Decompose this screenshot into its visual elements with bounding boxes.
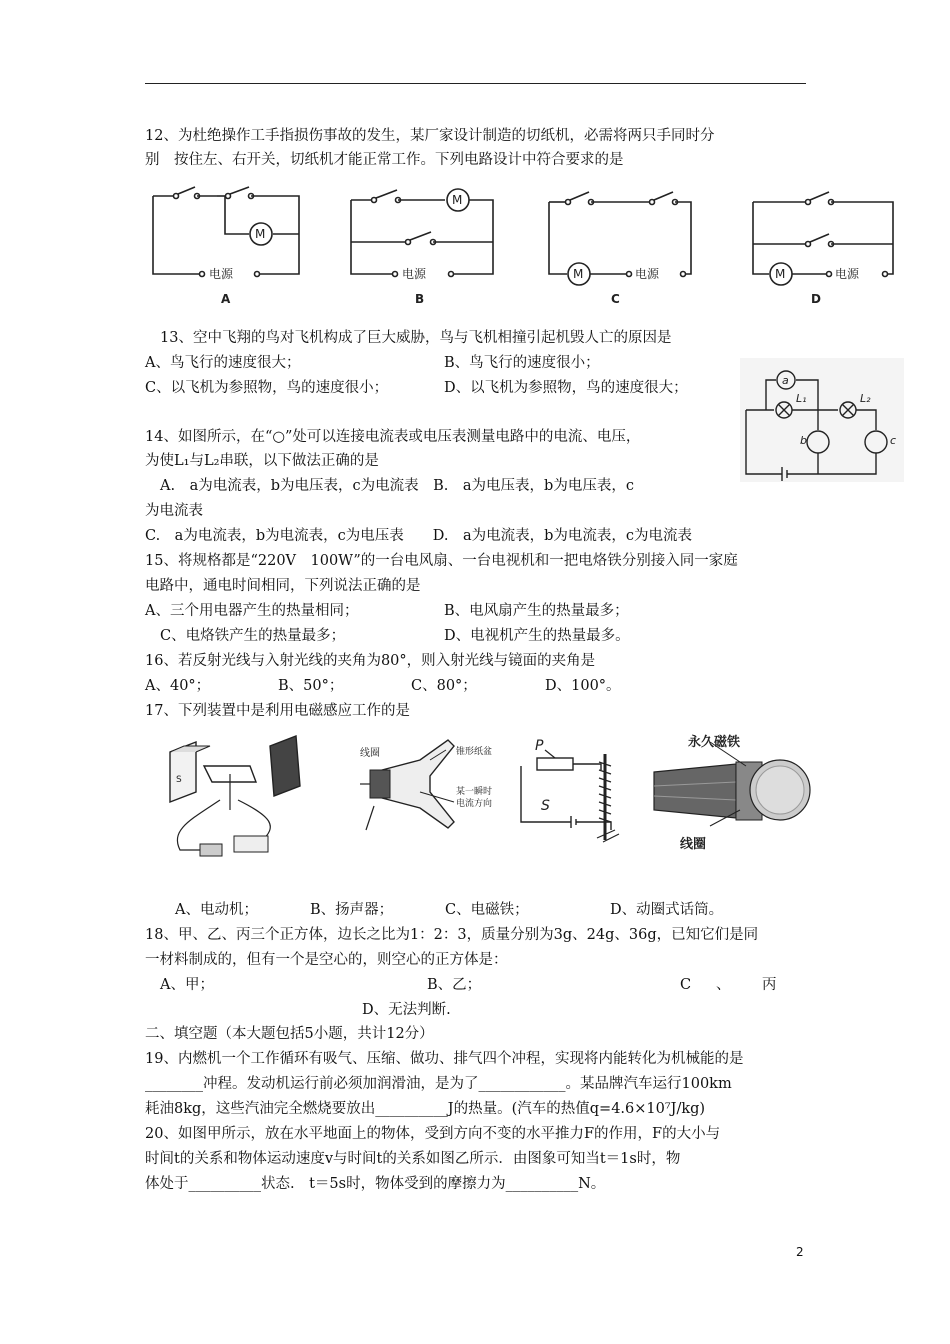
circuit-c-label: C	[611, 292, 620, 306]
q14-stem-line1: 14、如图所示，在“○”处可以连接电流表或电压表测量电路中的电流、电压，	[145, 429, 641, 445]
circuit-c-source: 电源	[635, 267, 660, 281]
speaker-moment-label: 某一瞬时	[456, 787, 493, 797]
q14-label-l2: L₂	[860, 392, 871, 405]
electromagnet-s-label: S	[541, 798, 550, 814]
q17-option-c: C、电磁铁；	[445, 902, 529, 918]
q20-line3: 体处于__________状态. t＝5s时，物体受到的摩擦力为__________N。	[145, 1176, 606, 1192]
q18-option-c-text: 丙	[762, 977, 777, 993]
q12-stem-line2: 别 按住左、右开关，切纸机才能正常工作。下列电路设计中符合要求的是	[145, 152, 624, 168]
q19-line3: 耗油8kg，这些汽油完全燃烧要放出__________J的热量。(汽车的热值q=4.6×10⁷J/kg)	[145, 1101, 706, 1117]
electromagnet-figure	[521, 738, 619, 842]
q17-option-b: B、扬声器；	[310, 902, 394, 918]
circuit-c-motor: M	[573, 267, 584, 281]
q18-option-d: D、无法判断.	[362, 1002, 451, 1018]
q16-option-c: C、80°；	[411, 678, 477, 694]
q20-line2: 时间t的关系和物体运动速度v与时间t的关系如图乙所示．由图象可知当t＝1s时，物	[145, 1151, 681, 1167]
q20-line1: 20、如图甲所示，放在水平地面上的物体，受到方向不变的水平推力F的作用，F的大小与	[145, 1126, 721, 1142]
q14-label-b: b	[800, 434, 807, 447]
circuit-d-motor: M	[775, 267, 786, 281]
q17-stem: 17、下列装置中是利用电磁感应工作的是	[145, 703, 410, 719]
q18-stem-line2: 一材料制成的，但有一个是空心的，则空心的正方体是：	[145, 952, 508, 968]
q14-label-a: a	[782, 374, 789, 387]
q18-option-c-sep: 、	[716, 977, 731, 993]
q14-stem-line2: 为使L₁与L₂串联，以下做法正确的是	[145, 453, 379, 469]
q18-stem-line1: 18、甲、乙、丙三个正方体，边长之比为1：2：3，质量分别为3g、24g、36g，已知它们是同	[145, 927, 759, 943]
electromagnet-p-label: P	[535, 738, 544, 754]
q12-circuit-figures	[145, 178, 905, 314]
q15-stem-line1: 15、将规格都是“220V 100W”的一台电风扇、一台电视机和一把电烙铁分别接入同一家庭	[145, 553, 738, 569]
microphone-coil-label: 线圈	[680, 837, 707, 852]
circuit-a-motor: M	[255, 227, 266, 241]
motor-figure	[170, 736, 300, 856]
q18-option-b: B、乙；	[427, 977, 482, 993]
q14-circuit-figure	[740, 358, 904, 482]
q15-stem-line2: 电路中，通电时间相同，下列说法正确的是	[145, 578, 421, 594]
q12-stem-line1: 12、为杜绝操作工手指损伤事故的发生，某厂家设计制造的切纸机，必需将两只手同时分	[145, 128, 715, 144]
speaker-coil-label: 线圈	[360, 748, 380, 759]
q14-label-l1: L₁	[796, 392, 807, 405]
motor-s-pole: S	[176, 775, 182, 785]
circuit-d-source: 电源	[835, 267, 860, 281]
circuit-b-source: 电源	[402, 267, 427, 281]
microphone-figure	[654, 734, 810, 852]
q17-option-a: A、电动机；	[175, 902, 258, 918]
circuit-a-source: 电源	[209, 267, 234, 281]
q13-option-d: D、以飞机为参照物，鸟的速度很大；	[444, 380, 688, 396]
q16-option-b: B、50°；	[278, 678, 344, 694]
q13-stem: 13、空中飞翔的鸟对飞机构成了巨大威胁，鸟与飞机相撞引起机毁人亡的原因是	[160, 330, 672, 346]
circuit-b-label: B	[415, 292, 425, 306]
q16-stem: 16、若反射光线与入射光线的夹角为80°，则入射光线与镜面的夹角是	[145, 653, 596, 669]
q13-option-c: C、以飞机为参照物，鸟的速度很小；	[145, 380, 389, 396]
q15-option-b: B、电风扇产生的热量最多；	[444, 603, 629, 619]
circuit-d-label: D	[811, 292, 821, 306]
q17-option-d: D、动圈式话筒。	[610, 902, 724, 918]
circuit-a-label: A	[221, 292, 231, 306]
q18-option-a: A、甲；	[160, 977, 214, 993]
q14-label-c: c	[890, 434, 897, 447]
q14-options-cd: C. a为电流表，b为电流表，c为电压表 D. a为电流表，b为电流表，c为电流表	[145, 528, 692, 544]
microphone-magnet-label: 永久磁铁	[688, 735, 741, 750]
header-rule	[145, 83, 806, 84]
speaker-figure	[360, 740, 492, 830]
q13-option-a: A、鸟飞行的速度很大；	[145, 355, 301, 371]
q17-device-figures	[160, 730, 810, 870]
q19-line2: ________冲程。发动机运行前必须加润滑油，是为了____________。某品牌汽车运行100km	[145, 1076, 732, 1092]
q13-option-b: B、鸟飞行的速度很小；	[444, 355, 600, 371]
q16-option-a: A、40°；	[145, 678, 211, 694]
q14-options-ab: A. a为电流表，b为电压表，c为电流表 B. a为电压表，b为电压表，c	[160, 478, 634, 494]
circuit-b-motor: M	[452, 193, 463, 207]
q15-option-a: A、三个用电器产生的热量相同；	[145, 603, 359, 619]
q16-option-d: D、100°。	[545, 678, 621, 694]
q14-options-b-cont: 为电流表	[145, 503, 203, 519]
page-number: 2	[796, 1245, 804, 1259]
section-2-heading: 二、填空题（本大题包括5小题，共计12分）	[145, 1026, 434, 1042]
q18-option-c-letter: C	[680, 977, 692, 993]
q15-option-c: C、电烙铁产生的热量最多；	[160, 628, 346, 644]
speaker-cone-label: 锥形纸盆	[456, 747, 493, 757]
q15-option-d: D、电视机产生的热量最多。	[444, 628, 630, 644]
q19-line1: 19、内燃机一个工作循环有吸气、压缩、做功、排气四个冲程，实现将内能转化为机械能的是	[145, 1051, 744, 1067]
speaker-current-label: 电流方向	[456, 799, 493, 809]
